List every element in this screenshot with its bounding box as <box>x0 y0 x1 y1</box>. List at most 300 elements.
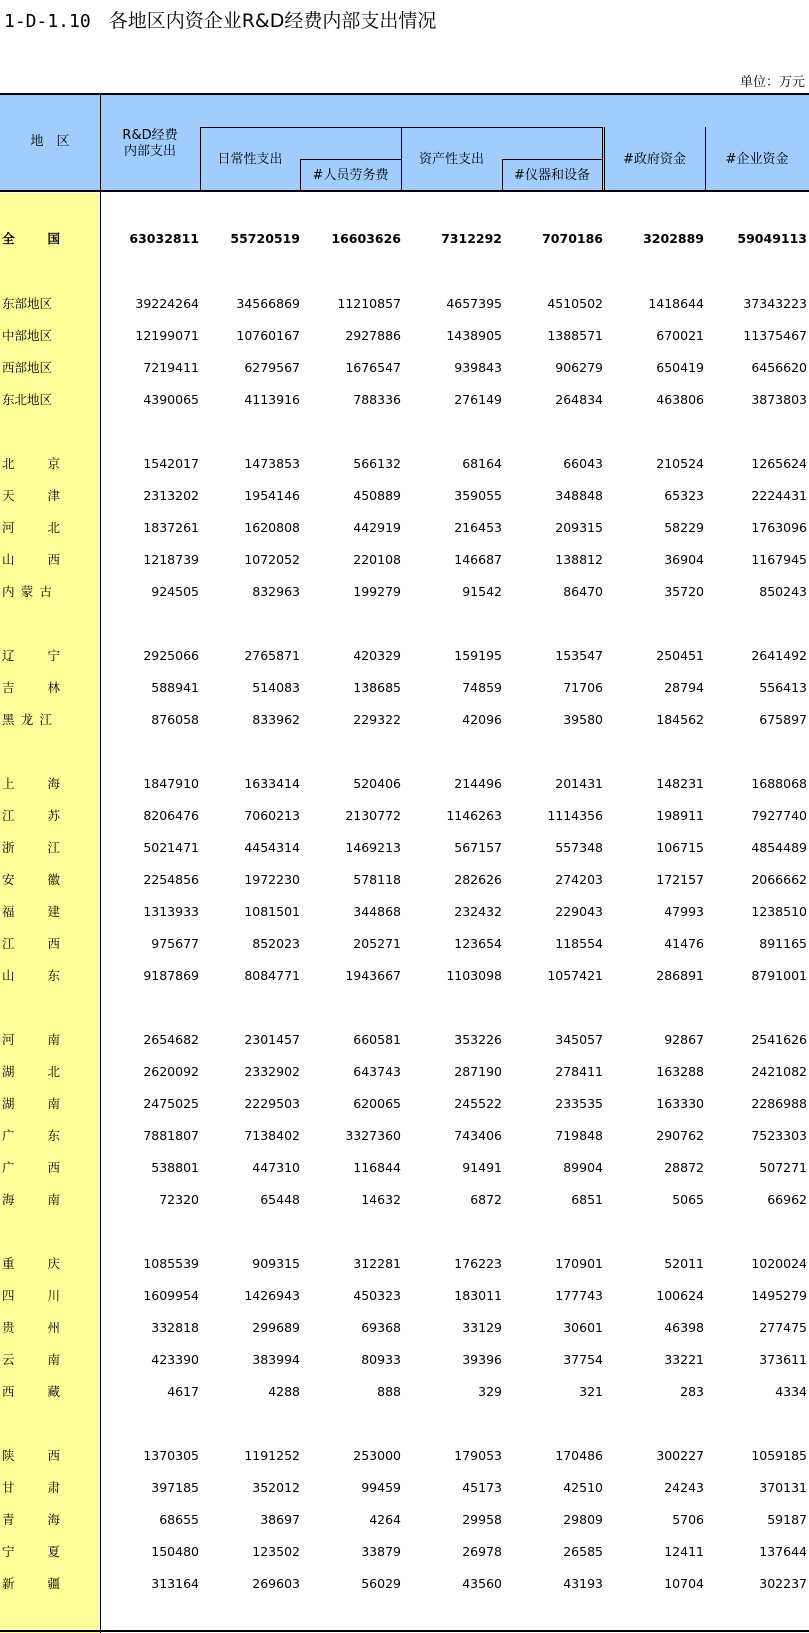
cell-value: 68655 <box>159 1512 199 1527</box>
region-name: 青 海 <box>2 1512 60 1527</box>
cell-value: 283 <box>680 1384 704 1399</box>
cell-value: 65323 <box>664 488 704 503</box>
cell-value: 4454314 <box>244 840 300 855</box>
cell-value: 199279 <box>353 584 401 599</box>
table-row <box>0 1510 809 1530</box>
cell-value: 232432 <box>454 904 502 919</box>
region-name: 山 西 <box>2 552 60 567</box>
cell-value: 220108 <box>353 552 401 567</box>
cell-value: 287190 <box>454 1064 502 1079</box>
header-bottom-rule <box>0 190 809 192</box>
cell-value: 99459 <box>361 1480 401 1495</box>
cell-value: 7312292 <box>441 231 502 246</box>
region-name: 东部地区 <box>2 296 53 311</box>
cell-value: 1114356 <box>547 808 603 823</box>
cell-value: 312281 <box>353 1256 401 1271</box>
cell-value: 8791001 <box>751 968 807 983</box>
region-name: 天 津 <box>2 488 60 503</box>
cell-value: 264834 <box>555 392 603 407</box>
cell-value: 278411 <box>555 1064 603 1079</box>
cell-value: 63032811 <box>129 231 199 246</box>
table-row <box>0 1190 809 1210</box>
cell-value: 2765871 <box>244 648 300 663</box>
cell-value: 71706 <box>563 680 603 695</box>
cell-value: 397185 <box>151 1480 199 1495</box>
cell-value: 1633414 <box>244 776 300 791</box>
cell-value: 660581 <box>353 1032 401 1047</box>
cell-value: 69368 <box>361 1320 401 1335</box>
cell-value: 177743 <box>555 1288 603 1303</box>
unit-label: 单位：万元 <box>739 75 805 90</box>
region-name: 上 海 <box>2 776 60 791</box>
table-code: 1-D-1.10 <box>4 11 91 32</box>
cell-value: 91542 <box>462 584 502 599</box>
cell-value: 123654 <box>454 936 502 951</box>
region-name: 新 疆 <box>2 1576 60 1591</box>
cell-value: 253000 <box>353 1448 401 1463</box>
header-rd-total <box>100 128 200 160</box>
cell-value: 1388571 <box>547 328 603 343</box>
cell-value: 42096 <box>462 712 502 727</box>
cell-value: 41476 <box>664 936 704 951</box>
cell-value: 1495279 <box>751 1288 807 1303</box>
cell-value: 123502 <box>252 1544 300 1559</box>
cell-value: 216453 <box>454 520 502 535</box>
cell-value: 2475025 <box>143 1096 199 1111</box>
cell-value: 4510502 <box>547 296 603 311</box>
region-name: 云 南 <box>2 1352 60 1367</box>
cell-value: 91491 <box>462 1160 502 1175</box>
page-title <box>4 6 436 33</box>
cell-value: 10760167 <box>236 328 300 343</box>
cell-value: 2421082 <box>751 1064 807 1079</box>
cell-value: 1954146 <box>244 488 300 503</box>
cell-value: 52011 <box>664 1256 704 1271</box>
cell-value: 56029 <box>361 1576 401 1591</box>
cell-value: 1146263 <box>446 808 502 823</box>
cell-value: 33221 <box>664 1352 704 1367</box>
table-row <box>0 518 809 538</box>
cell-value: 353226 <box>454 1032 502 1047</box>
cell-value: 4854489 <box>751 840 807 855</box>
cell-value: 442919 <box>353 520 401 535</box>
cell-value: 348848 <box>555 488 603 503</box>
table-row <box>0 1318 809 1338</box>
cell-value: 6851 <box>571 1192 603 1207</box>
cell-value: 274203 <box>555 872 603 887</box>
cell-value: 891165 <box>759 936 807 951</box>
cell-value: 1059185 <box>751 1448 807 1463</box>
cell-value: 620065 <box>353 1096 401 1111</box>
cell-value: 5706 <box>672 1512 704 1527</box>
cell-value: 788336 <box>353 392 401 407</box>
header-ent: #企业资金 <box>725 152 789 167</box>
table-row <box>0 902 809 922</box>
cell-value: 38697 <box>260 1512 300 1527</box>
cell-value: 80933 <box>361 1352 401 1367</box>
table-row <box>0 1126 809 1146</box>
cell-value: 463806 <box>656 392 704 407</box>
cell-value: 201431 <box>555 776 603 791</box>
cell-value: 4390065 <box>143 392 199 407</box>
cell-value: 670021 <box>656 328 704 343</box>
cell-value: 214496 <box>454 776 502 791</box>
cell-value: 300227 <box>656 1448 704 1463</box>
cell-value: 383994 <box>252 1352 300 1367</box>
cell-value: 2620092 <box>143 1064 199 1079</box>
cell-value: 1057421 <box>547 968 603 983</box>
cell-value: 3873803 <box>751 392 807 407</box>
region-name: 江 苏 <box>2 808 60 823</box>
cell-value: 184562 <box>656 712 704 727</box>
cell-value: 12199071 <box>135 328 199 343</box>
cell-value: 66962 <box>767 1192 807 1207</box>
cell-value: 423390 <box>151 1352 199 1367</box>
cell-value: 30601 <box>563 1320 603 1335</box>
cell-value: 7927740 <box>751 808 807 823</box>
region-name: 广 西 <box>2 1160 60 1175</box>
cell-value: 138685 <box>353 680 401 695</box>
region-name: 湖 北 <box>2 1064 60 1079</box>
cell-value: 286891 <box>656 968 704 983</box>
cell-value: 163288 <box>656 1064 704 1079</box>
table-row <box>0 358 809 378</box>
cell-value: 205271 <box>353 936 401 951</box>
cell-value: 26978 <box>462 1544 502 1559</box>
cell-value: 2332902 <box>244 1064 300 1079</box>
cell-value: 321 <box>579 1384 603 1399</box>
cell-value: 39396 <box>462 1352 502 1367</box>
table-row <box>0 1094 809 1114</box>
cell-value: 1072052 <box>244 552 300 567</box>
table-row <box>0 1030 809 1050</box>
table-row <box>0 1542 809 1562</box>
cell-value: 643743 <box>353 1064 401 1079</box>
cell-value: 1972230 <box>244 872 300 887</box>
header-sub-rule-1 <box>300 159 402 160</box>
cell-value: 1167945 <box>751 552 807 567</box>
cell-value: 1837261 <box>143 520 199 535</box>
cell-value: 450889 <box>353 488 401 503</box>
cell-value: 7523303 <box>751 1128 807 1143</box>
cell-value: 43193 <box>563 1576 603 1591</box>
region-name: 黑 龙 江 <box>2 712 52 727</box>
cell-value: 28872 <box>664 1160 704 1175</box>
region-name: 全 国 <box>2 231 60 246</box>
cell-value: 450323 <box>353 1288 401 1303</box>
cell-value: 138812 <box>555 552 603 567</box>
cell-value: 137644 <box>759 1544 807 1559</box>
cell-value: 153547 <box>555 648 603 663</box>
cell-value: 210524 <box>656 456 704 471</box>
cell-value: 4617 <box>167 1384 199 1399</box>
table-row <box>0 838 809 858</box>
cell-value: 176223 <box>454 1256 502 1271</box>
cell-value: 277475 <box>759 1320 807 1335</box>
table-title: 各地区内资企业R&D经费内部支出情况 <box>108 10 437 32</box>
table-row <box>0 1574 809 1594</box>
table-row <box>0 326 809 346</box>
cell-value: 850243 <box>759 584 807 599</box>
cell-value: 68164 <box>462 456 502 471</box>
cell-value: 1238510 <box>751 904 807 919</box>
cell-value: 198911 <box>656 808 704 823</box>
table-row <box>0 678 809 698</box>
cell-value: 37754 <box>563 1352 603 1367</box>
cell-value: 179053 <box>454 1448 502 1463</box>
region-name: 海 南 <box>2 1192 60 1207</box>
table-row <box>0 934 809 954</box>
cell-value: 1688068 <box>751 776 807 791</box>
cell-value: 10704 <box>664 1576 704 1591</box>
table-row <box>0 294 809 314</box>
cell-value: 55720519 <box>230 231 300 246</box>
cell-value: 1847910 <box>143 776 199 791</box>
region-name: 河 南 <box>2 1032 60 1047</box>
cell-value: 89904 <box>563 1160 603 1175</box>
header-rd-total-line2: 内部支出 <box>123 144 176 159</box>
cell-value: 150480 <box>151 1544 199 1559</box>
cell-value: 42510 <box>563 1480 603 1495</box>
header-rd-total-line1: R&D经费 <box>122 128 178 143</box>
cell-value: 1426943 <box>244 1288 300 1303</box>
cell-value: 29958 <box>462 1512 502 1527</box>
header-labor: #人员劳务费 <box>312 168 389 183</box>
cell-value: 106715 <box>656 840 704 855</box>
cell-value: 1676547 <box>345 360 401 375</box>
cell-value: 183011 <box>454 1288 502 1303</box>
cell-value: 1081501 <box>244 904 300 919</box>
region-name: 中部地区 <box>2 328 53 343</box>
cell-value: 888 <box>377 1384 401 1399</box>
cell-value: 163330 <box>656 1096 704 1111</box>
cell-value: 33129 <box>462 1320 502 1335</box>
cell-value: 719848 <box>555 1128 603 1143</box>
cell-value: 975677 <box>151 936 199 951</box>
table-row <box>0 1382 809 1402</box>
cell-value: 1620808 <box>244 520 300 535</box>
cell-value: 1418644 <box>648 296 704 311</box>
cell-value: 507271 <box>759 1160 807 1175</box>
cell-value: 159195 <box>454 648 502 663</box>
table-row <box>0 1158 809 1178</box>
region-name: 湖 南 <box>2 1096 60 1111</box>
cell-value: 276149 <box>454 392 502 407</box>
table-row <box>0 1350 809 1370</box>
cell-value: 245522 <box>454 1096 502 1111</box>
cell-value: 6456620 <box>751 360 807 375</box>
cell-value: 2224431 <box>751 488 807 503</box>
cell-value: 650419 <box>656 360 704 375</box>
cell-value: 12411 <box>664 1544 704 1559</box>
cell-value: 29809 <box>563 1512 603 1527</box>
region-name: 四 川 <box>2 1288 60 1303</box>
cell-value: 2229503 <box>244 1096 300 1111</box>
cell-value: 588941 <box>151 680 199 695</box>
cell-value: 3202889 <box>643 231 704 246</box>
cell-value: 86470 <box>563 584 603 599</box>
region-name: 浙 江 <box>2 840 60 855</box>
region-name: 西部地区 <box>2 360 53 375</box>
cell-value: 1473853 <box>244 456 300 471</box>
cell-value: 299689 <box>252 1320 300 1335</box>
cell-value: 39224264 <box>135 296 199 311</box>
cell-value: 7138402 <box>244 1128 300 1143</box>
cell-value: 36904 <box>664 552 704 567</box>
cell-value: 148231 <box>656 776 704 791</box>
cell-value: 47993 <box>664 904 704 919</box>
region-name: 宁 夏 <box>2 1544 60 1559</box>
cell-value: 11210857 <box>337 296 401 311</box>
cell-value: 65448 <box>260 1192 300 1207</box>
cell-value: 420329 <box>353 648 401 663</box>
table-row <box>0 710 809 730</box>
cell-value: 832963 <box>252 584 300 599</box>
region-name: 山 东 <box>2 968 60 983</box>
cell-value: 313164 <box>151 1576 199 1591</box>
header-gov: #政府资金 <box>623 152 686 167</box>
table-row <box>0 1286 809 1306</box>
cell-value: 557348 <box>555 840 603 855</box>
cell-value: 906279 <box>555 360 603 375</box>
cell-value: 924505 <box>151 584 199 599</box>
cell-value: 6279567 <box>244 360 300 375</box>
cell-value: 1191252 <box>244 1448 300 1463</box>
cell-value: 8084771 <box>244 968 300 983</box>
cell-value: 1085539 <box>143 1256 199 1271</box>
cell-value: 39580 <box>563 712 603 727</box>
header-divider <box>602 127 603 191</box>
cell-value: 16603626 <box>331 231 401 246</box>
cell-value: 2130772 <box>345 808 401 823</box>
cell-value: 2286988 <box>751 1096 807 1111</box>
cell-value: 37343223 <box>743 296 807 311</box>
cell-value: 1218739 <box>143 552 199 567</box>
region-name: 贵 州 <box>2 1320 60 1335</box>
cell-value: 58229 <box>664 520 704 535</box>
cell-value: 1469213 <box>345 840 401 855</box>
cell-value: 2066662 <box>751 872 807 887</box>
header-region: 地 区 <box>30 134 70 149</box>
cell-value: 282626 <box>454 872 502 887</box>
header-capital: 资产性支出 <box>418 152 484 167</box>
cell-value: 3327360 <box>345 1128 401 1143</box>
cell-value: 1103098 <box>446 968 502 983</box>
cell-value: 939843 <box>454 360 502 375</box>
cell-value: 566132 <box>353 456 401 471</box>
cell-value: 229043 <box>555 904 603 919</box>
cell-value: 1370305 <box>143 1448 199 1463</box>
cell-value: 302237 <box>759 1576 807 1591</box>
region-name: 西 藏 <box>2 1384 60 1399</box>
region-name: 安 徽 <box>2 872 60 887</box>
table-row <box>0 774 809 794</box>
cell-value: 7881807 <box>143 1128 199 1143</box>
region-name: 辽 宁 <box>2 648 60 663</box>
cell-value: 1313933 <box>143 904 199 919</box>
cell-value: 556413 <box>759 680 807 695</box>
table-row <box>0 1062 809 1082</box>
cell-value: 538801 <box>151 1160 199 1175</box>
cell-value: 4113916 <box>244 392 300 407</box>
table-row <box>0 390 809 410</box>
cell-value: 72320 <box>159 1192 199 1207</box>
region-column-divider <box>100 94 101 1633</box>
cell-value: 4264 <box>369 1512 401 1527</box>
region-name: 重 庆 <box>2 1256 60 1271</box>
cell-value: 520406 <box>353 776 401 791</box>
cell-value: 92867 <box>664 1032 704 1047</box>
cell-value: 100624 <box>656 1288 704 1303</box>
table-row <box>0 966 809 986</box>
cell-value: 45173 <box>462 1480 502 1495</box>
table-row <box>0 1446 809 1466</box>
region-name: 陕 西 <box>2 1448 60 1463</box>
cell-value: 7219411 <box>143 360 199 375</box>
cell-value: 1609954 <box>143 1288 199 1303</box>
region-name: 东北地区 <box>2 392 53 407</box>
table-row <box>0 806 809 826</box>
header-routine: 日常性支出 <box>217 152 283 167</box>
cell-value: 2641492 <box>751 648 807 663</box>
table-bottom-rule <box>0 1630 809 1632</box>
cell-value: 909315 <box>252 1256 300 1271</box>
region-name: 甘 肃 <box>2 1480 60 1495</box>
cell-value: 2925066 <box>143 648 199 663</box>
cell-value: 352012 <box>252 1480 300 1495</box>
cell-value: 5021471 <box>143 840 199 855</box>
cell-value: 4288 <box>268 1384 300 1399</box>
cell-value: 170486 <box>555 1448 603 1463</box>
table-row <box>0 646 809 666</box>
region-name: 北 京 <box>2 456 60 471</box>
cell-value: 1265624 <box>751 456 807 471</box>
header-sub-rule-2 <box>502 159 602 160</box>
cell-value: 24243 <box>664 1480 704 1495</box>
region-name: 福 建 <box>2 904 60 919</box>
table-row <box>0 229 809 249</box>
cell-value: 229322 <box>353 712 401 727</box>
cell-value: 34566869 <box>236 296 300 311</box>
cell-value: 373611 <box>759 1352 807 1367</box>
cell-value: 43560 <box>462 1576 502 1591</box>
cell-value: 172157 <box>656 872 704 887</box>
cell-value: 6872 <box>470 1192 502 1207</box>
table-row <box>0 486 809 506</box>
cell-value: 14632 <box>361 1192 401 1207</box>
cell-value: 7070186 <box>542 231 603 246</box>
cell-value: 33879 <box>361 1544 401 1559</box>
region-name: 江 西 <box>2 936 60 951</box>
cell-value: 876058 <box>151 712 199 727</box>
cell-value: 852023 <box>252 936 300 951</box>
cell-value: 370131 <box>759 1480 807 1495</box>
table-row <box>0 870 809 890</box>
cell-value: 209315 <box>555 520 603 535</box>
cell-value: 146687 <box>454 552 502 567</box>
cell-value: 66043 <box>563 456 603 471</box>
table-row <box>0 582 809 602</box>
cell-value: 35720 <box>664 584 704 599</box>
region-name: 吉 林 <box>2 680 60 695</box>
cell-value: 116844 <box>353 1160 401 1175</box>
cell-value: 359055 <box>454 488 502 503</box>
cell-value: 345057 <box>555 1032 603 1047</box>
cell-value: 118554 <box>555 936 603 951</box>
table-row <box>0 1478 809 1498</box>
cell-value: 2927886 <box>345 328 401 343</box>
cell-value: 1943667 <box>345 968 401 983</box>
